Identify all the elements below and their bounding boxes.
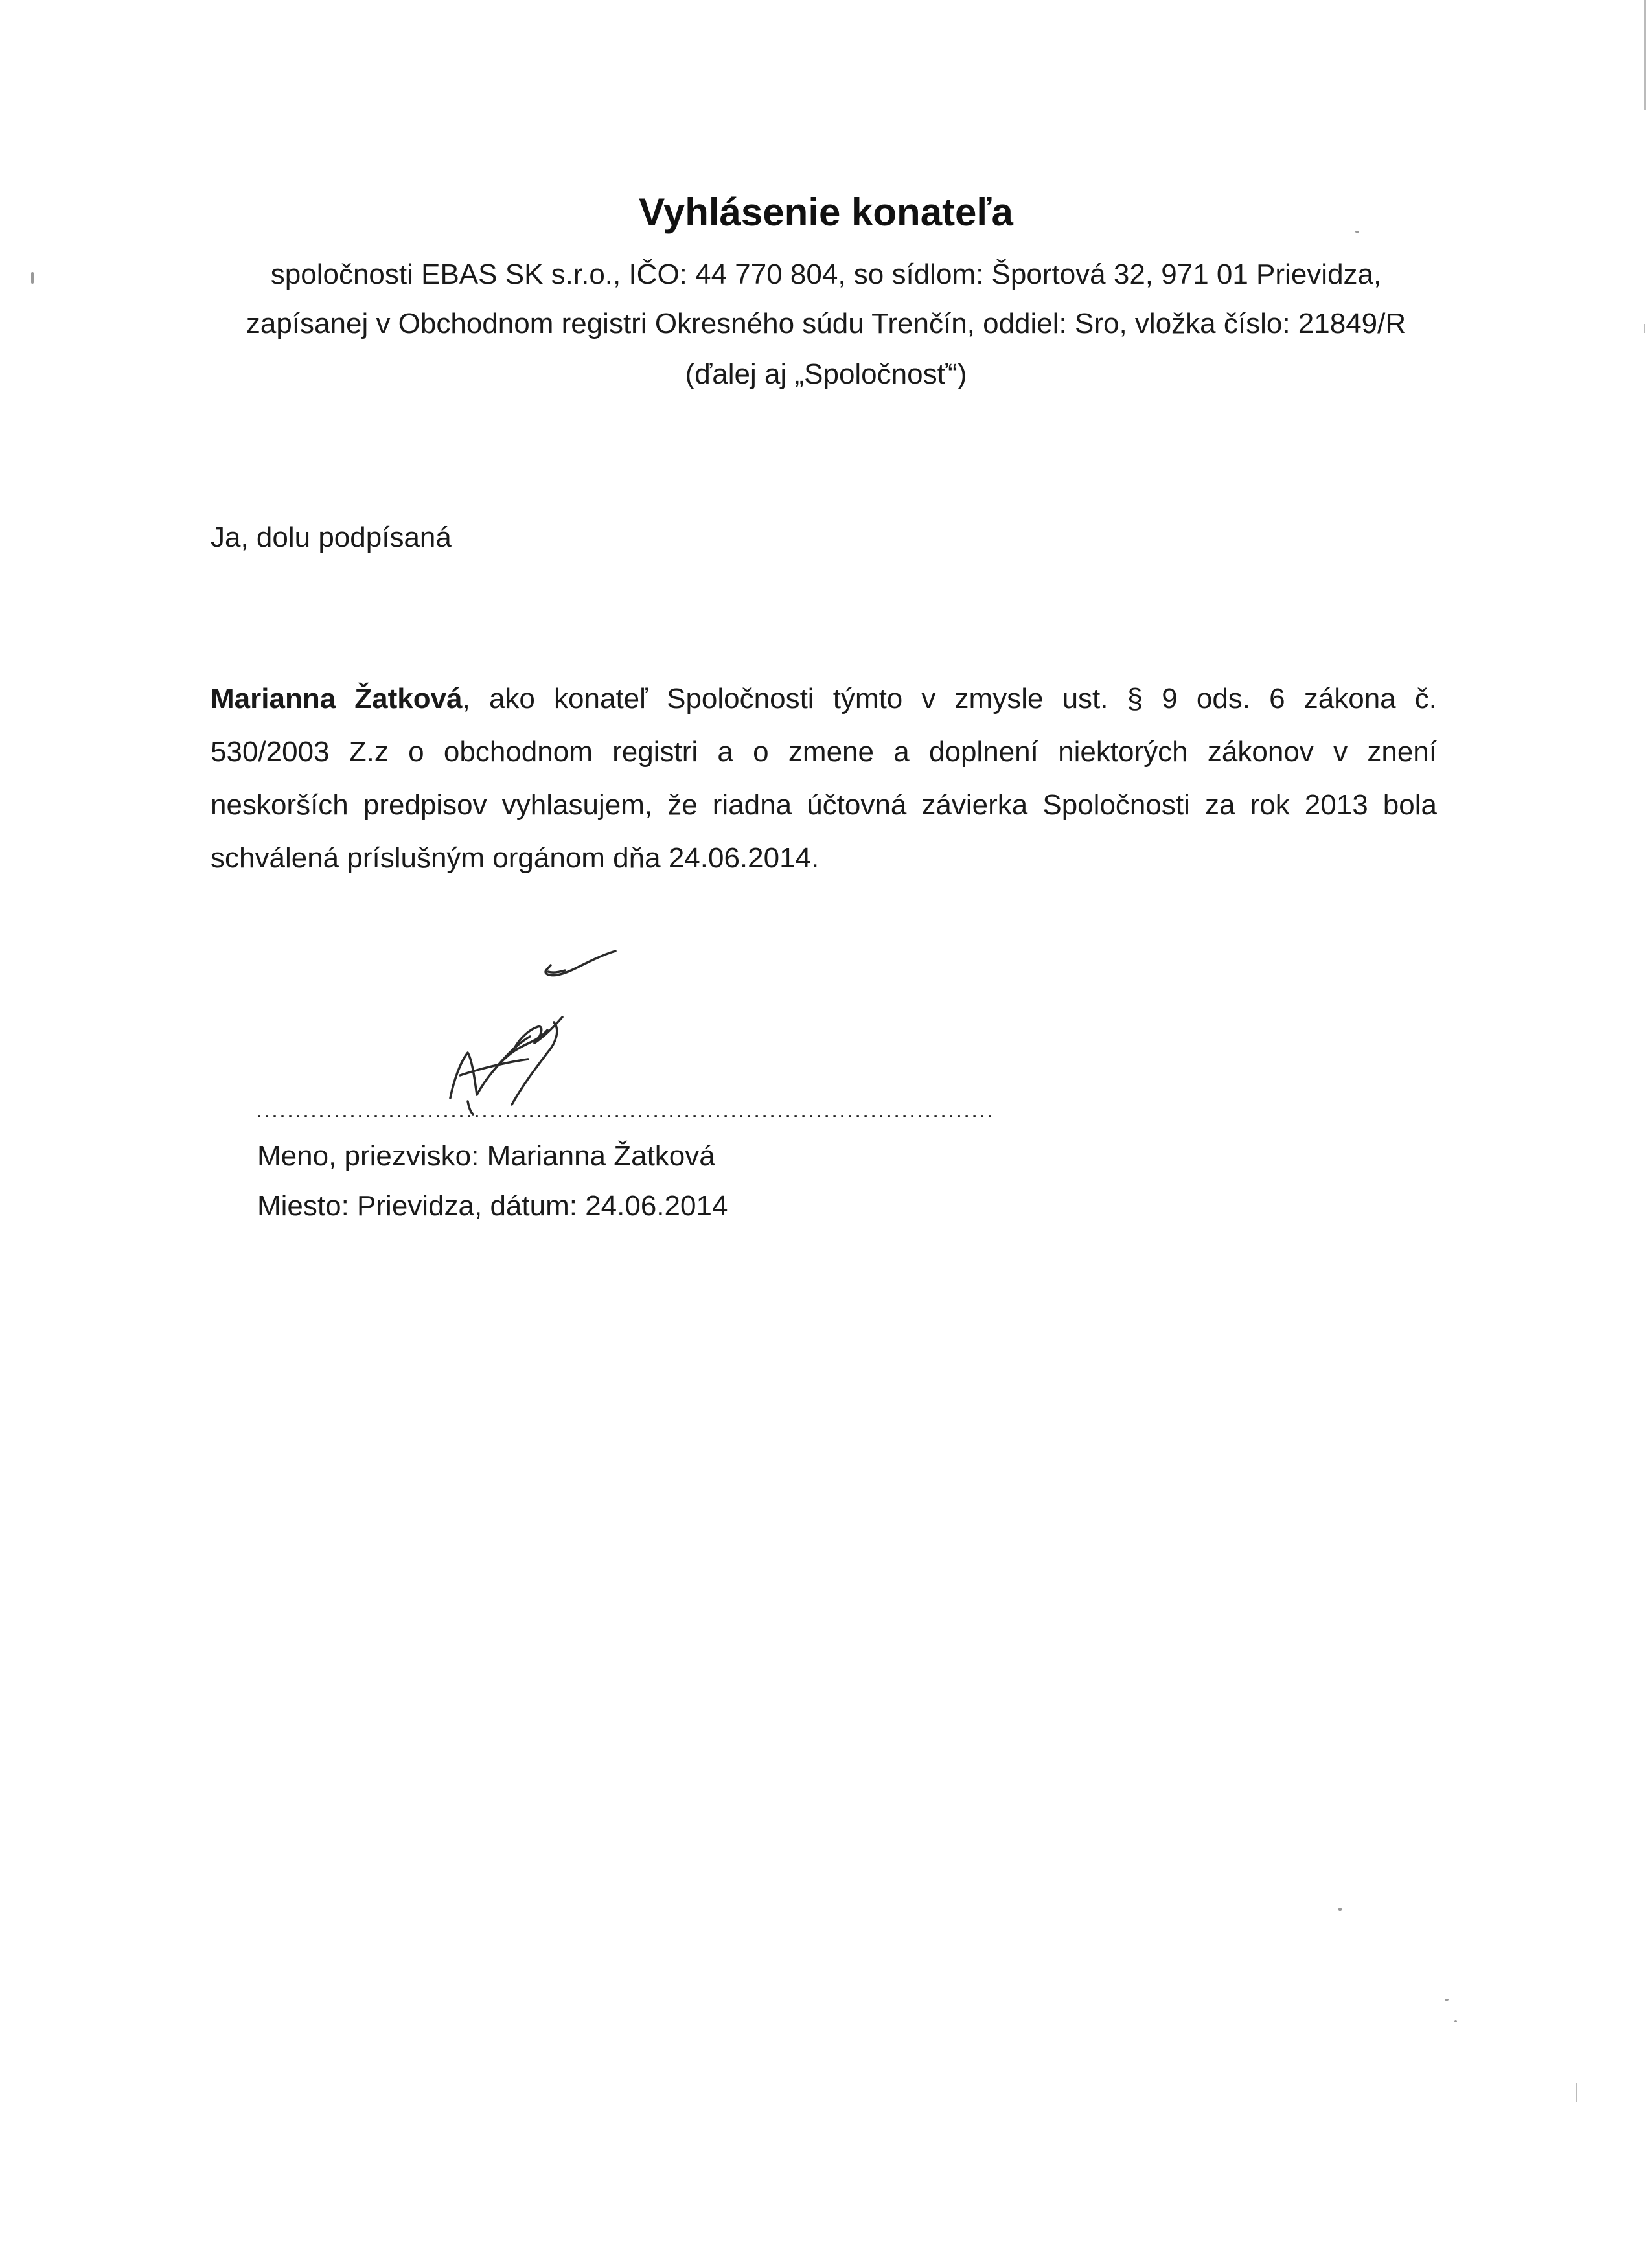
declaration-line-4: schválená príslušným orgánom dňa 24.06.2014. xyxy=(211,842,820,874)
declarant-name: Marianna Žatková xyxy=(211,683,463,715)
company-info-line-2: zapísanej v Obchodnom registri Okresného súdu Trenčín, oddiel: Sro, vložka číslo: 21849/R xyxy=(246,308,1406,339)
intro-text: Ja, dolu podpísaná xyxy=(211,521,452,553)
scan-edge-mark xyxy=(1644,0,1646,110)
declaration-line-1-text: , ako konateľ Spoločnosti týmto v zmysle ust. § 9 ods. 6 zákona č. xyxy=(462,683,1437,715)
scan-speck xyxy=(1454,2020,1457,2022)
declaration-paragraph xyxy=(211,672,1437,885)
scan-speck xyxy=(1355,231,1359,233)
signatory-name: Meno, priezvisko: Marianna Žatková xyxy=(257,1140,715,1172)
declaration-line-2: 530/2003 Z.z o obchodnom registri a o zmene a doplnení niektorých zákonov v znení xyxy=(211,736,1437,768)
scan-speck xyxy=(1338,1908,1342,1911)
document-title: Vyhlásenie konateľa xyxy=(639,190,1013,234)
scan-speck xyxy=(31,272,34,284)
signature-line: ............................................................................................... xyxy=(256,1096,995,1123)
place-and-date: Miesto: Prievidza, dátum: 24.06.2014 xyxy=(257,1190,728,1222)
declaration-line-1 xyxy=(211,672,1437,726)
scan-edge-mark xyxy=(1644,324,1645,333)
handwritten-signature xyxy=(415,946,687,1121)
scan-edge-mark xyxy=(1576,2083,1577,2102)
company-info-line-3: (ďalej aj „Spoločnosť“) xyxy=(685,358,967,390)
company-info-line-1: spoločnosti EBAS SK s.r.o., IČO: 44 770 804, so sídlom: Športová 32, 971 01 Prievidza, xyxy=(270,258,1382,290)
declaration-line-3: neskorších predpisov vyhlasujem, že riadna účtovná závierka Spoločnosti za rok 2013 bola xyxy=(211,789,1437,821)
scan-speck xyxy=(1445,1999,1449,2001)
